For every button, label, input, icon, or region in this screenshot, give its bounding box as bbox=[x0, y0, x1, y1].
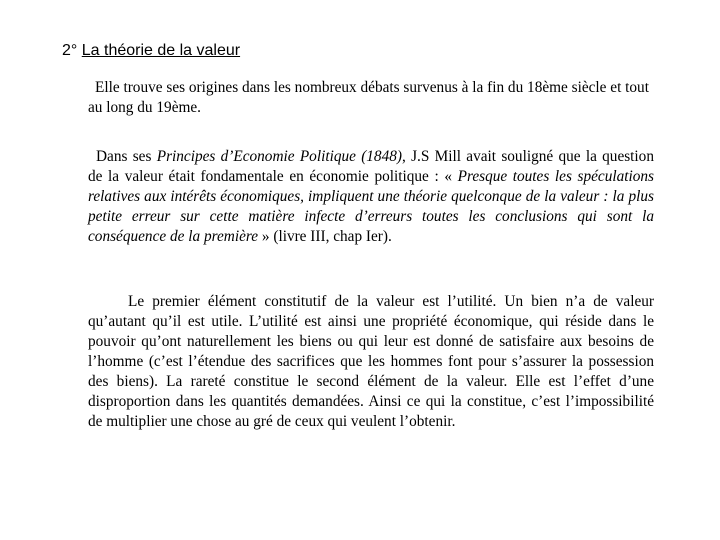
paragraph-origins bbox=[88, 78, 654, 118]
paragraph-mill-middle: , J.S Mill avait souligné que la question de la valeur était fondamentale en économie politique : « bbox=[88, 148, 654, 185]
mill-quotation: Presque toutes les spéculations relatives aux intérêts économiques, impliquent une théorie quelconque de la valeur : la plus petite erreur sur cette matière infecte d’erreurs toutes les conclusions qui sont la conséquence de la première bbox=[88, 168, 654, 245]
section-title: La théorie de la valeur bbox=[81, 42, 241, 59]
paragraph-utility-text: Le premier élément constitutif de la valeur est l’utilité. Un bien n’a de valeur qu’autant qu’il est utile. L’utilité est ainsi une propriété économique, qui réside dans le pouvoir qu’ont naturellement les biens ou qui leur est donné de satisfaire aux besoins de l’homme (c’est l’étendue des sacrifices que les hommes font pour s’assurer la possession des biens). La rareté constitue le second élément de la valeur. Elle est l’effet d’une disproportion dans les quantités demandées. Ainsi ce qui la constitue, c’est l’impossibilité de multiplier une chose au gré de ceux qui veulent l’obtenir. bbox=[88, 293, 654, 430]
section-number: 2° bbox=[62, 42, 78, 59]
section-heading bbox=[62, 41, 240, 61]
paragraph-mill-end: » (livre III, chap Ier). bbox=[258, 228, 392, 245]
paragraph-utility bbox=[88, 292, 654, 432]
paragraph-mill-intro: Dans ses bbox=[96, 148, 157, 165]
paragraph-mill-quote bbox=[88, 147, 654, 247]
paragraph-origins-text: Elle trouve ses origines dans les nombreux débats survenus à la fin du 18ème siècle et tout au long du 19ème. bbox=[88, 79, 649, 116]
book-title: Principes d’Economie Politique (1848) bbox=[156, 148, 402, 165]
